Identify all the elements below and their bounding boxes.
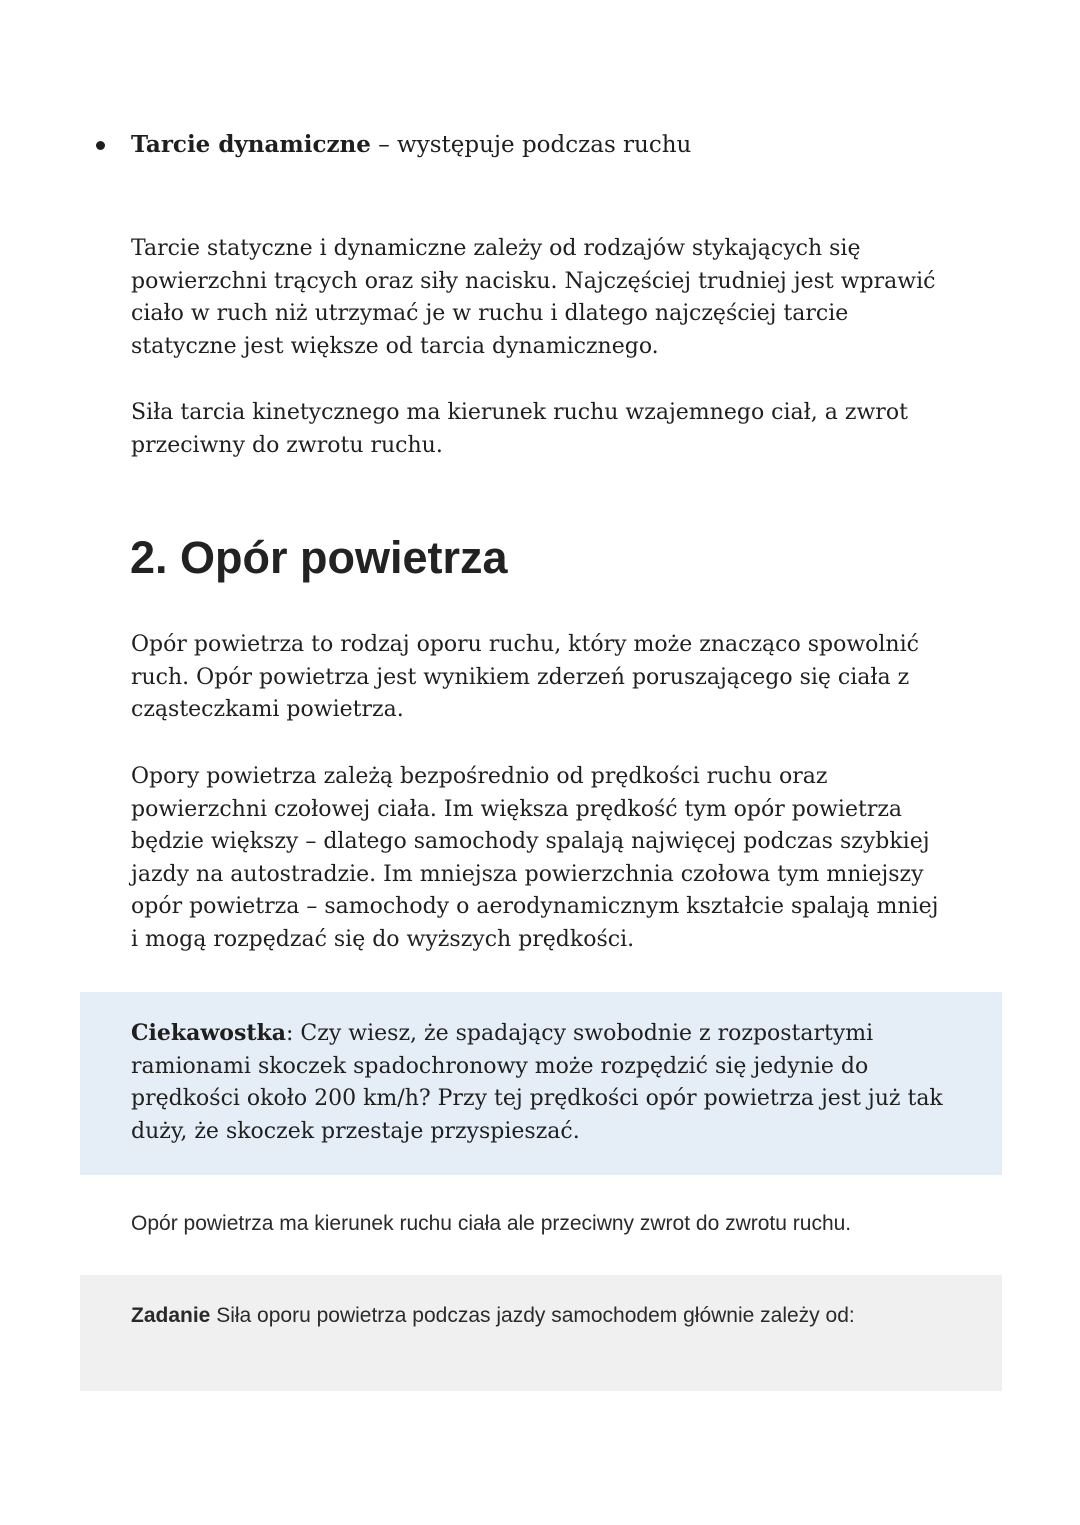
paragraph-air-resistance-direction: Opór powietrza ma kierunek ruchu ciała ale przeciwny zwrot do zwrotu ruchu. — [131, 1212, 852, 1235]
paragraph-friction-dependence: Tarcie statyczne i dynamiczne zależy od rodzajów stykających się powierzchni trących oraz siły nacisku. Najczęściej trudniej jest wprawić ciało w ruch niż utrzymać je w ruchu i dlatego najczęściej tarcie statyczne jest większe od tarcia dynamicznego. — [131, 236, 936, 359]
bullet-description: – występuje podczas ruchu — [370, 132, 692, 158]
fun-fact-text — [131, 1017, 946, 1148]
bullet-dot-icon — [96, 141, 105, 150]
task-label: Zadanie — [131, 1304, 211, 1327]
fun-fact-label: Ciekawostka — [131, 1020, 287, 1046]
section-heading-air-resistance: 2. Opór powietrza — [130, 532, 508, 583]
paragraph-air-resistance-definition: Opór powietrza to rodzaj oporu ruchu, który może znacząco spowolnić ruch. Opór powietrza jest wynikiem zderzeń poruszającego się ciała z cząsteczkami powietrza. — [131, 632, 919, 722]
paragraph-air-resistance-factors: Opory powietrza zależą bezpośrednio od prędkości ruchu oraz powierzchni czołowej ciała. Im większa prędkość tym opór powietrza będzie większy – dlatego samochody spalają najwięcej podczas szybkiej jazdy na autostradzie. Im mniejsza powierzchnia czołowa tym mniejszy opór powietrza – samochody o aerodynamicznym kształcie spalają mniej i mogą rozpędzać się do wyższych prędkości. — [131, 764, 939, 952]
fun-fact-box — [80, 992, 1002, 1175]
task-question: Siła oporu powietrza podczas jazdy samochodem głównie zależy od: — [210, 1304, 855, 1327]
bullet-item-text — [131, 128, 691, 162]
fun-fact-body: : Czy wiesz, że spadający swobodnie z rozpostartymi ramionami skoczek spadochronowy może rozpędzić się jedynie do prędkości około 200 km/h? Przy tej prędkości opór powietrza jest już tak duży, że skoczek przestaje przyspieszać. — [131, 1021, 943, 1144]
bullet-term: Tarcie dynamiczne — [131, 131, 371, 158]
task-text — [131, 1301, 946, 1331]
task-box — [80, 1275, 1002, 1391]
paragraph-kinetic-friction-direction: Siła tarcia kinetycznego ma kierunek ruchu wzajemnego ciał, a zwrot przeciwny do zwrotu ruchu. — [131, 400, 908, 458]
